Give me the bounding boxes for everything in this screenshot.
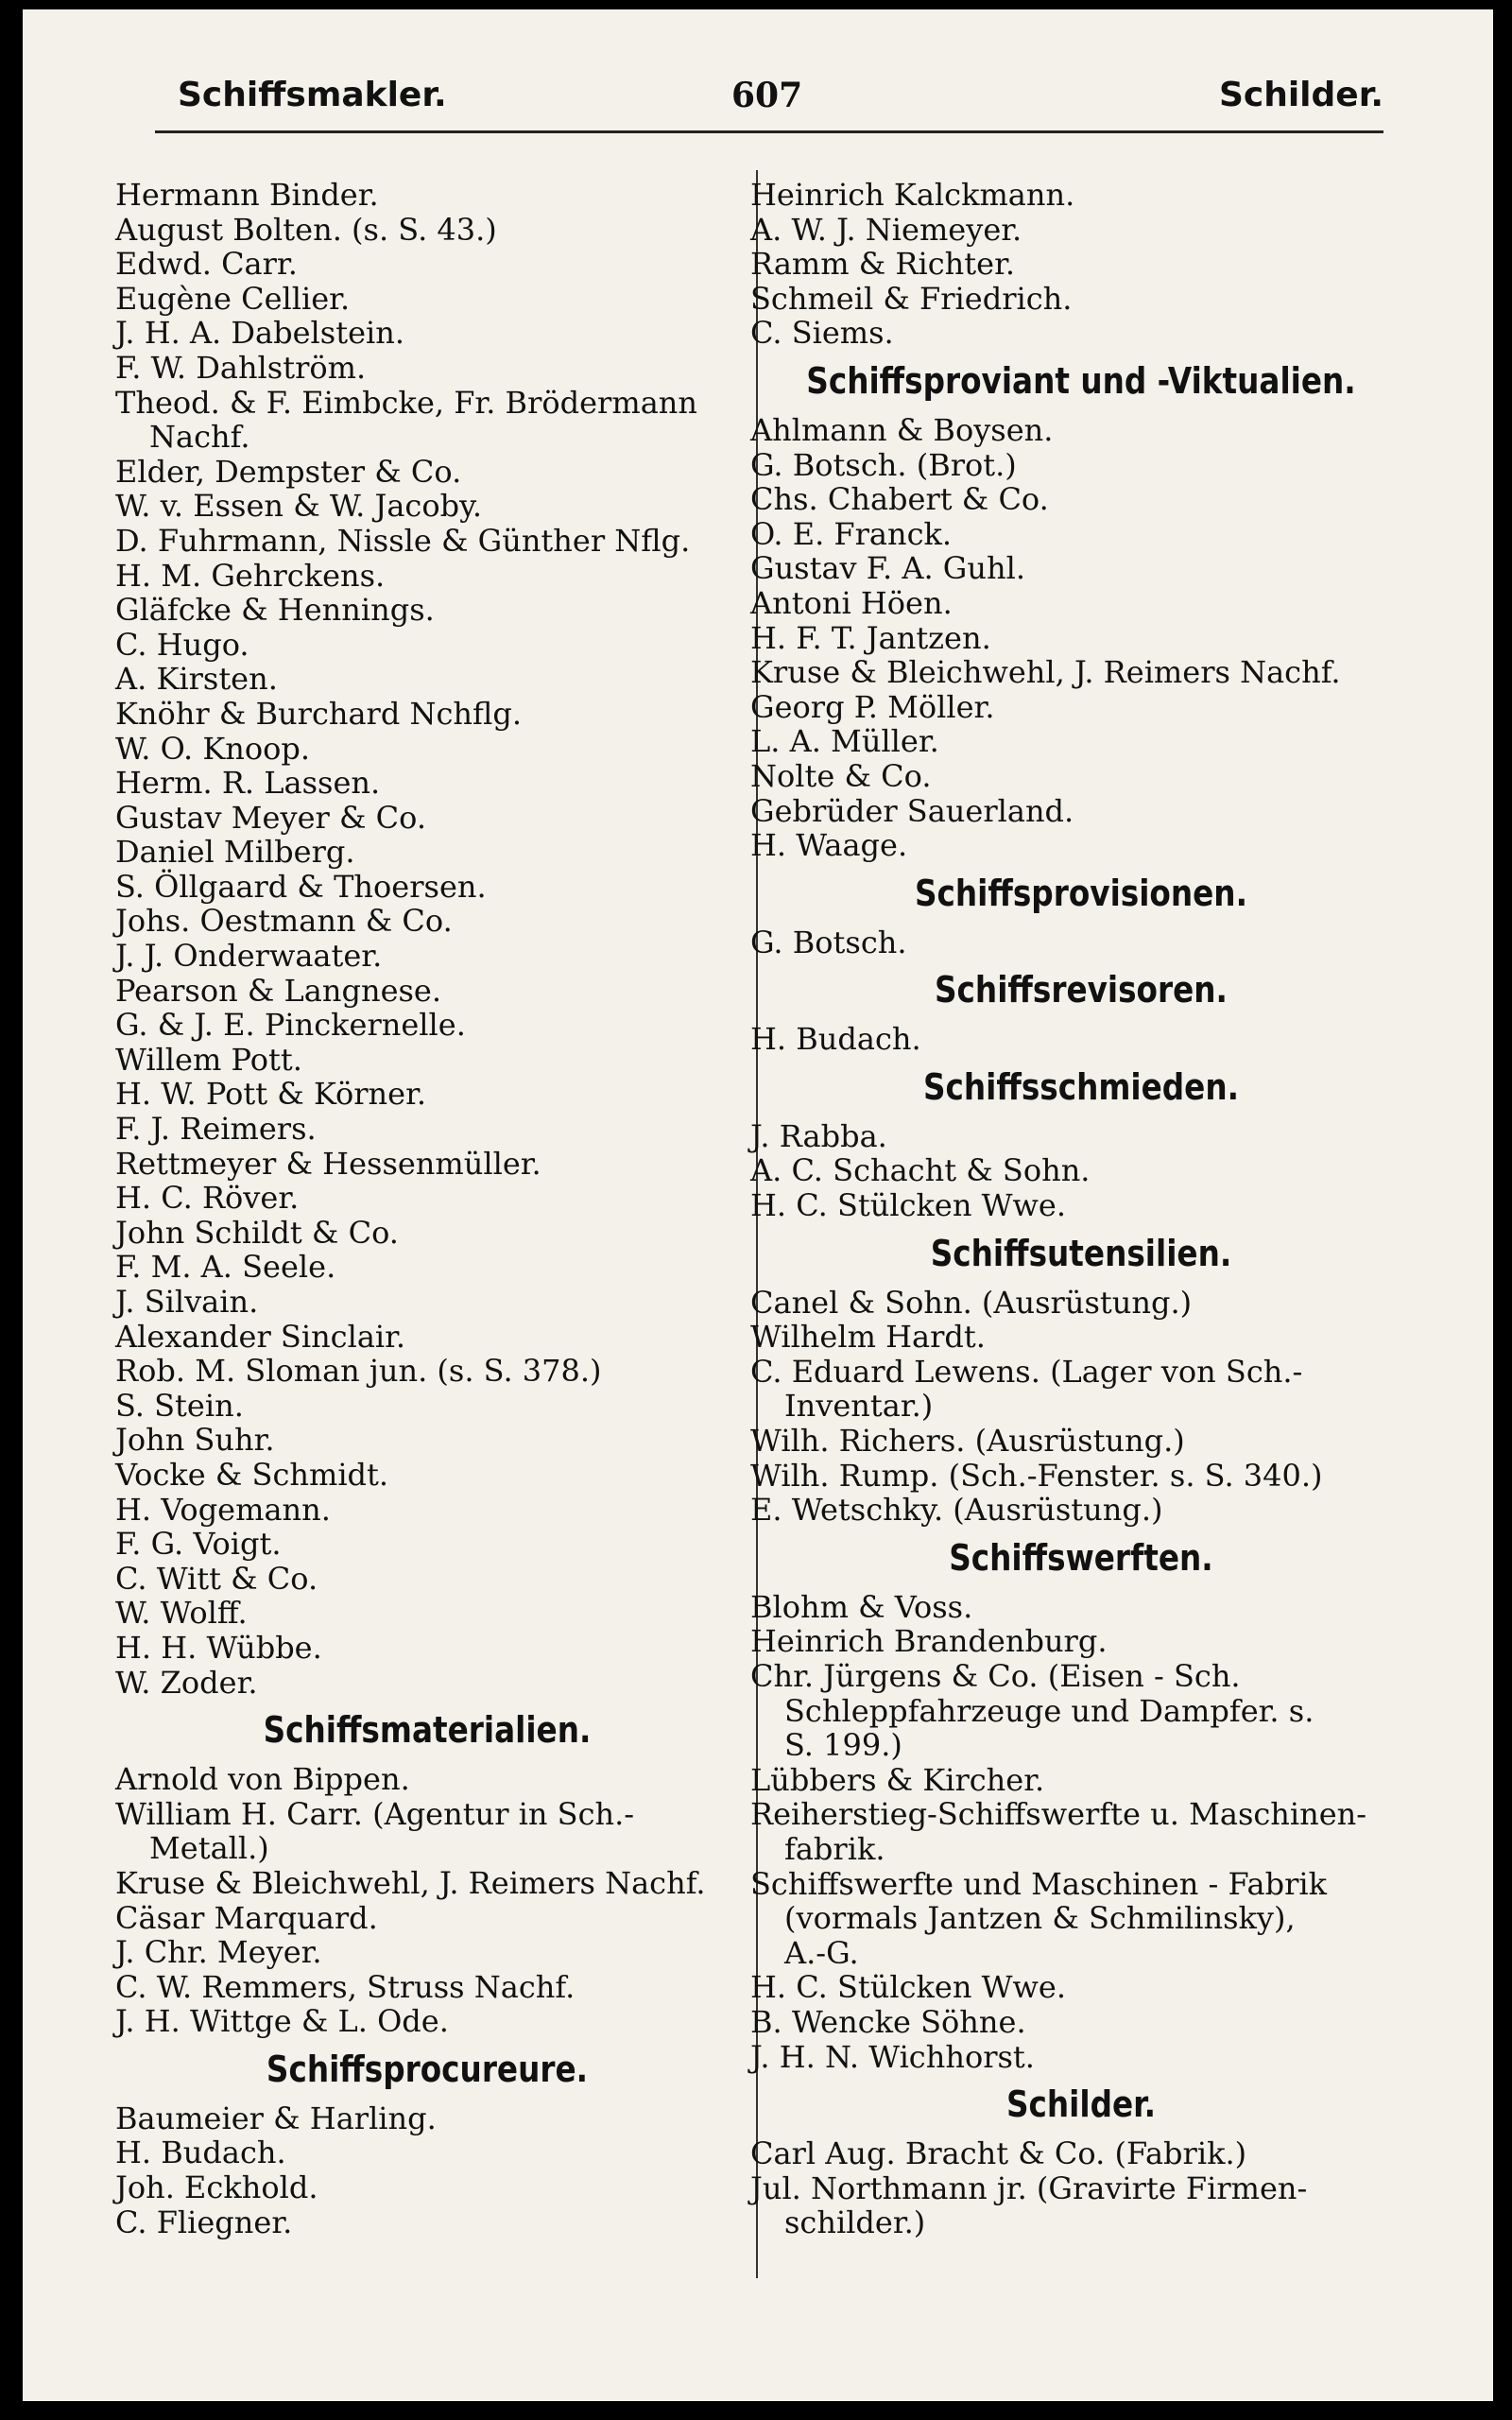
- list-item: Heinrich Brandenburg.: [750, 1623, 1108, 1660]
- list-item: W. Wolff.: [115, 1595, 248, 1632]
- list-item: B. Wencke Söhne.: [750, 2003, 1026, 2040]
- list-item: Elder, Dempster & Co.: [115, 453, 462, 490]
- list-item: Eugène Cellier.: [115, 280, 351, 317]
- header-left-title: Schiffsmakler.: [178, 76, 447, 114]
- list-item: W. Zoder.: [115, 1664, 258, 1701]
- list-item: August Bolten. (s. S. 43.): [115, 211, 497, 248]
- list-item: C. Fliegner.: [115, 2204, 293, 2240]
- list-item: H. F. T. Jantzen.: [750, 619, 991, 656]
- list-item: Theod. & F. Eimbcke, Fr. Brödermann: [115, 384, 697, 421]
- list-item: Canel & Sohn. (Ausrüstung.): [750, 1284, 1193, 1321]
- list-item: Chr. Jürgens & Co. (Eisen - Sch.: [750, 1658, 1241, 1694]
- list-item: William H. Carr. (Agentur in Sch.-: [115, 1795, 635, 1832]
- list-item: S. 199.): [784, 1727, 902, 1764]
- list-item: G. & J. E. Pinckernelle.: [115, 1007, 466, 1044]
- list-item: H. C. Stülcken Wwe.: [750, 1187, 1066, 1224]
- list-item: Vocke & Schmidt.: [115, 1456, 389, 1493]
- list-item: J. H. Wittge & L. Ode.: [115, 2003, 449, 2040]
- list-item: Gustav Meyer & Co.: [115, 799, 426, 836]
- list-item: Johs. Oestmann & Co.: [115, 903, 453, 940]
- list-item: Arnold von Bippen.: [115, 1761, 410, 1798]
- list-item: Schiffswerfte und Maschinen - Fabrik: [750, 1865, 1328, 1902]
- list-item: Daniel Milberg.: [115, 834, 355, 871]
- list-item: S. Öllgaard & Thoersen.: [115, 868, 487, 905]
- list-item: H. C. Stülcken Wwe.: [750, 1969, 1066, 2006]
- list-item: C. W. Remmers, Struss Nachf.: [115, 1968, 576, 2005]
- list-item: L. A. Müller.: [750, 723, 939, 760]
- list-item: Wilhelm Hardt.: [750, 1319, 986, 1356]
- list-item: J. Rabba.: [750, 1117, 887, 1154]
- list-item: C. Eduard Lewens. (Lager von Sch.-: [750, 1353, 1303, 1390]
- list-item: C. Siems.: [750, 315, 894, 352]
- list-item: H. Waage.: [750, 827, 908, 864]
- list-item: Nolte & Co.: [750, 757, 932, 794]
- list-item: Alexander Sinclair.: [115, 1318, 406, 1355]
- list-item: Joh. Eckhold.: [115, 2169, 318, 2206]
- list-item: Cäsar Marquard.: [115, 1899, 378, 1936]
- list-item: Wilh. Richers. (Ausrüstung.): [750, 1423, 1185, 1460]
- right-column: [750, 178, 1412, 2240]
- list-item: Schmeil & Friedrich.: [750, 280, 1073, 317]
- section-heading-schiffsrevisoren: Schiffsrevisoren.: [935, 969, 1228, 1011]
- list-item: Jul. Northmann jr. (Gravirte Firmen-: [750, 2169, 1308, 2206]
- list-item: J. H. N. Wichhorst.: [750, 2038, 1035, 2075]
- list-item: Carl Aug. Bracht & Co. (Fabrik.): [750, 2135, 1247, 2172]
- list-item: C. Witt & Co.: [115, 1560, 318, 1597]
- list-item: H. H. Wübbe.: [115, 1629, 322, 1666]
- list-item: Inventar.): [784, 1388, 934, 1425]
- list-item: F. J. Reimers.: [115, 1111, 317, 1148]
- list-item: Schleppfahrzeuge und Dampfer. s.: [784, 1692, 1314, 1729]
- list-item: Heinrich Kalckmann.: [750, 177, 1075, 213]
- list-item: Herm. R. Lassen.: [115, 765, 381, 802]
- section-heading-schiffsproviant: Schiffsproviant und -Viktualien.: [806, 359, 1356, 402]
- list-item: H. C. Röver.: [115, 1180, 300, 1217]
- list-item: fabrik.: [784, 1830, 885, 1867]
- list-item: Ramm & Richter.: [750, 246, 1016, 283]
- list-item: Kruse & Bleichwehl, J. Reimers Nachf.: [115, 1864, 706, 1901]
- list-item: C. Hugo.: [115, 626, 249, 663]
- list-item: A.-G.: [784, 1934, 859, 1971]
- list-item: G. Botsch. (Brot.): [750, 446, 1017, 483]
- list-item: Blohm & Voss.: [750, 1588, 973, 1625]
- list-item: schilder.): [784, 2204, 926, 2241]
- list-item: Chs. Chabert & Co.: [750, 481, 1049, 518]
- section-heading-schiffsprovisionen: Schiffsprovisionen.: [915, 872, 1247, 914]
- left-column: [115, 178, 739, 2239]
- list-item: Reiherstieg-Schiffswerfte u. Maschinen-: [750, 1796, 1367, 1833]
- list-item: S. Stein.: [115, 1387, 244, 1424]
- list-item: H. Budach.: [115, 2135, 286, 2171]
- list-item: H. Budach.: [750, 1021, 921, 1058]
- list-item: Pearson & Langnese.: [115, 972, 442, 1009]
- header-rule: [155, 130, 1383, 133]
- running-head: [155, 76, 1383, 132]
- list-item: Georg P. Möller.: [750, 688, 995, 725]
- list-item: Rettmeyer & Hessenmüller.: [115, 1145, 541, 1182]
- page-number: 607: [731, 76, 803, 115]
- section-heading-schiffswerften: Schiffswerften.: [949, 1536, 1213, 1579]
- list-item: Hermann Binder.: [115, 177, 379, 213]
- list-item: Metall.): [149, 1830, 269, 1867]
- list-item: D. Fuhrmann, Nissle & Günther Nflg.: [115, 522, 691, 559]
- list-item: John Schildt & Co.: [115, 1214, 399, 1251]
- list-item: Baumeier & Harling.: [115, 2100, 437, 2136]
- section-heading-schilder: Schilder.: [1005, 2083, 1156, 2126]
- list-item: Willem Pott.: [115, 1041, 302, 1078]
- list-item: J. H. A. Dabelstein.: [115, 315, 405, 352]
- list-item: A. W. J. Niemeyer.: [750, 211, 1022, 248]
- list-item: Gebrüder Sauerland.: [750, 792, 1074, 829]
- list-item: Rob. M. Sloman jun. (s. S. 378.): [115, 1353, 602, 1390]
- section-heading-schiffsschmieden: Schiffsschmieden.: [922, 1065, 1240, 1108]
- list-item: Gläfcke & Hennings.: [115, 592, 435, 629]
- list-item: J. Silvain.: [115, 1284, 259, 1320]
- list-item: H. Vogemann.: [115, 1491, 331, 1528]
- directory-page: [23, 9, 1493, 2401]
- list-item: E. Wetschky. (Ausrüstung.): [750, 1492, 1163, 1529]
- header-right-title: Schilder.: [1218, 76, 1383, 114]
- list-item: John Suhr.: [115, 1422, 275, 1459]
- section-heading-schiffsutensilien: Schiffsutensilien.: [930, 1232, 1232, 1274]
- list-item: Nachf.: [149, 419, 250, 456]
- list-item: Knöhr & Burchard Nchflg.: [115, 695, 523, 732]
- list-item: F. M. A. Seele.: [115, 1249, 336, 1286]
- list-item: Antoni Höen.: [750, 584, 953, 621]
- list-item: A. C. Schacht & Sohn.: [750, 1152, 1091, 1189]
- list-item: Ahlmann & Boysen.: [750, 411, 1054, 448]
- list-item: H. M. Gehrckens.: [115, 557, 386, 594]
- list-item: A. Kirsten.: [115, 661, 278, 698]
- section-heading-schiffsprocureure: Schiffsprocureure.: [266, 2048, 589, 2090]
- list-item: J. J. Onderwaater.: [115, 938, 383, 975]
- list-item: F. W. Dahlström.: [115, 349, 367, 386]
- list-item: F. G. Voigt.: [115, 1526, 282, 1563]
- list-item: Wilh. Rump. (Sch.-Fenster. s. S. 340.): [750, 1457, 1323, 1494]
- list-item: Gustav F. A. Guhl.: [750, 550, 1025, 587]
- list-item: H. W. Pott & Körner.: [115, 1076, 427, 1113]
- list-item: W. v. Essen & W. Jacoby.: [115, 488, 483, 525]
- list-item: G. Botsch.: [750, 924, 907, 960]
- list-item: (vormals Jantzen & Schmilinsky),: [784, 1900, 1296, 1937]
- list-item: J. Chr. Meyer.: [115, 1934, 322, 1971]
- list-item: Lübbers & Kircher.: [750, 1761, 1045, 1798]
- section-heading-schiffsmaterialien: Schiffsmaterialien.: [263, 1709, 592, 1752]
- list-item: W. O. Knoop.: [115, 730, 311, 767]
- list-item: Kruse & Bleichwehl, J. Reimers Nachf.: [750, 654, 1341, 691]
- list-item: Edwd. Carr.: [115, 246, 298, 283]
- list-item: O. E. Franck.: [750, 515, 953, 552]
